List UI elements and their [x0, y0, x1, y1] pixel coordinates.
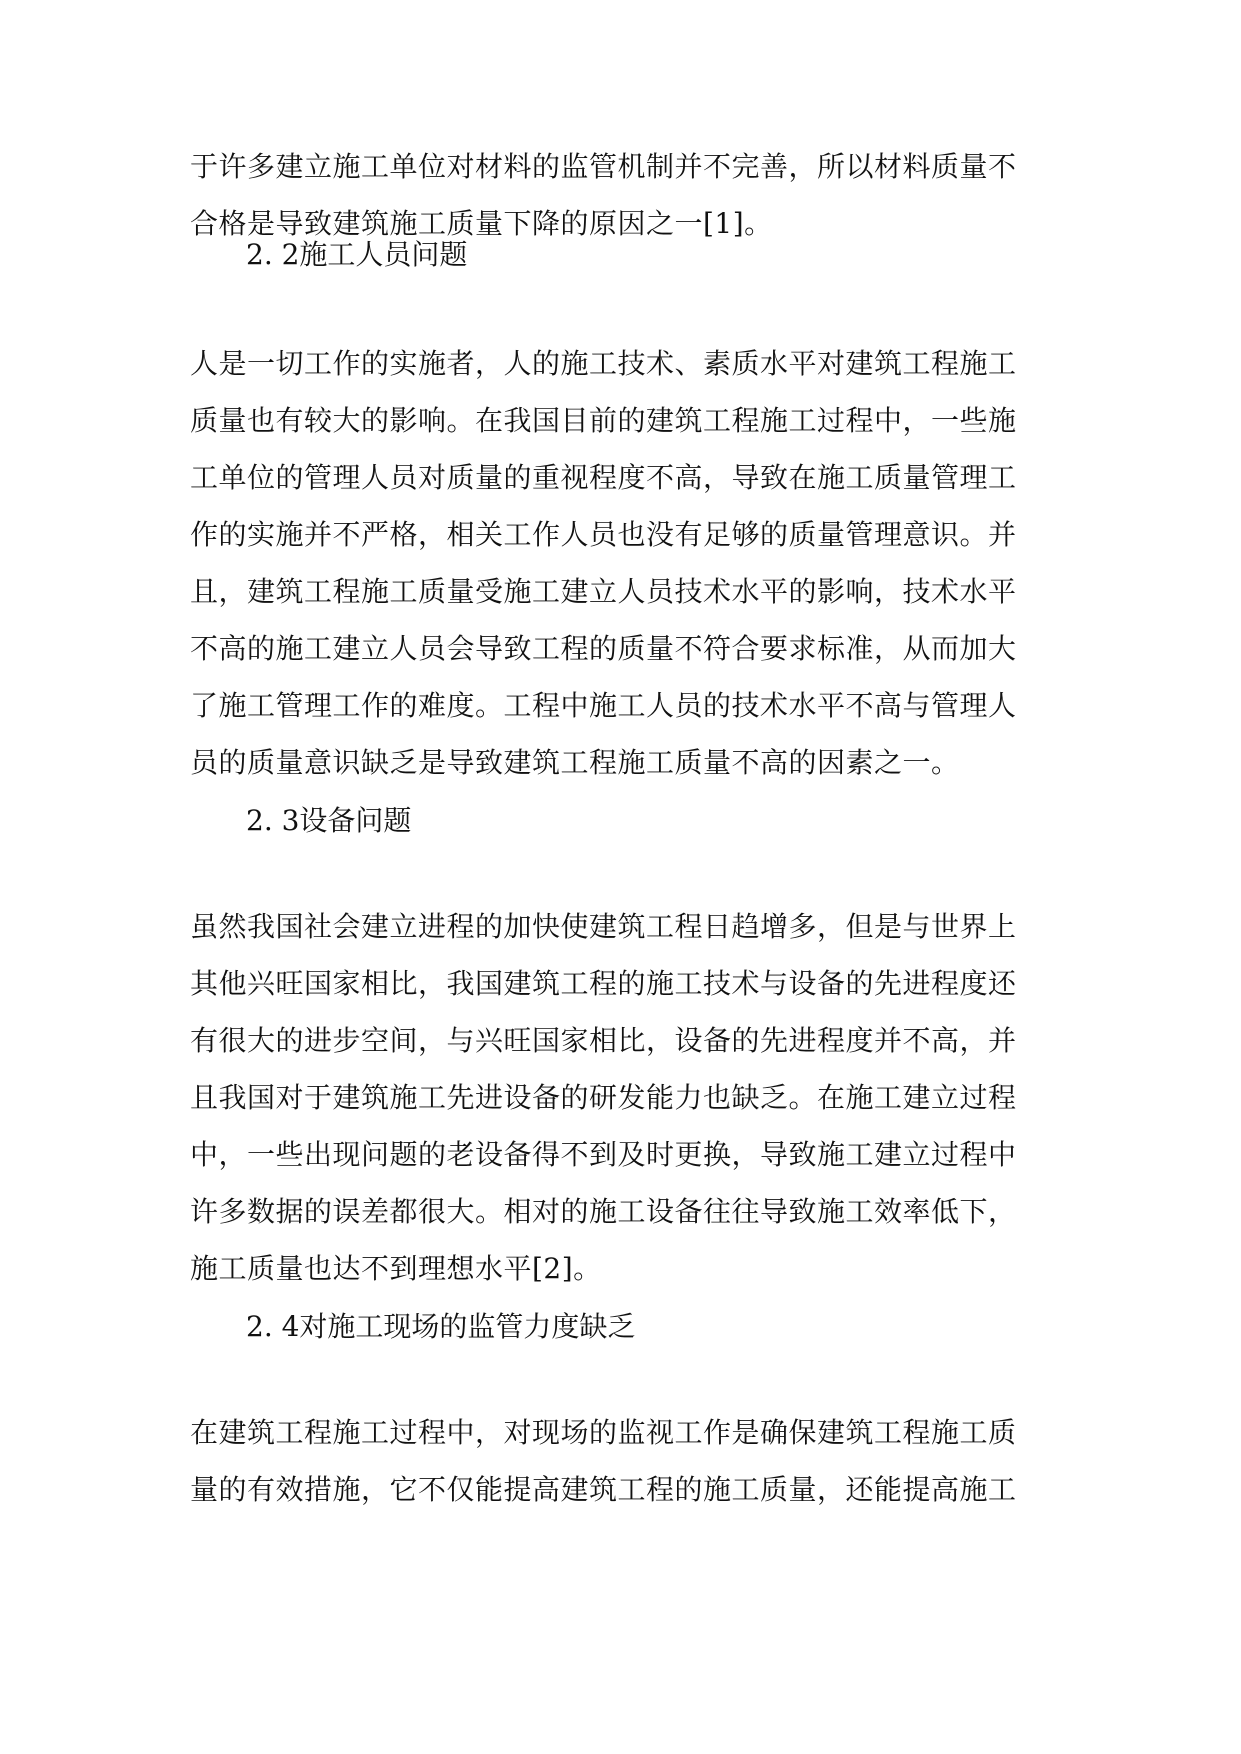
paragraph-line: 作的实施并不严格，相关工作人员也没有足够的质量管理意识。并 [190, 518, 1017, 551]
paragraph-line: 于许多建立施工单位对材料的监管机制并不完善，所以材料质量不 [190, 150, 1017, 183]
paragraph-personnel [190, 335, 1040, 791]
paragraph-line: 其他兴旺国家相比，我国建筑工程的施工技术与设备的先进程度还 [190, 967, 1017, 1000]
section-heading-2-2: 2. 2施工人员问题 [246, 238, 468, 271]
section-heading-2-3: 2. 3设备问题 [246, 804, 412, 837]
paragraph-line: 虽然我国社会建立进程的加快使建筑工程日趋增多，但是与世界上 [190, 910, 1017, 943]
paragraph-line: 许多数据的误差都很大。相对的施工设备往往导致施工效率低下， [190, 1195, 1017, 1228]
paragraph-line: 施工质量也达不到理想水平[2]。 [190, 1252, 602, 1285]
paragraph-line: 在建筑工程施工过程中，对现场的监视工作是确保建筑工程施工质 [190, 1416, 1017, 1449]
paragraph-equipment [190, 898, 1040, 1297]
paragraph-line: 人是一切工作的实施者，人的施工技术、素质水平对建筑工程施工 [190, 347, 1017, 380]
paragraph-line: 且，建筑工程施工质量受施工建立人员技术水平的影响，技术水平 [190, 575, 1017, 608]
paragraph-line: 有很大的进步空间，与兴旺国家相比，设备的先进程度并不高，并 [190, 1024, 1017, 1057]
paragraph-line: 中，一些出现问题的老设备得不到及时更换，导致施工建立过程中 [190, 1138, 1017, 1171]
paragraph-site-supervision [190, 1404, 1040, 1518]
paragraph-line: 员的质量意识缺乏是导致建筑工程施工质量不高的因素之一。 [190, 746, 960, 779]
paragraph-line: 量的有效措施，它不仅能提高建筑工程的施工质量，还能提高施工 [190, 1473, 1017, 1506]
section-heading-2-4: 2. 4对施工现场的监管力度缺乏 [246, 1310, 636, 1343]
paragraph-line: 质量也有较大的影响。在我国目前的建筑工程施工过程中，一些施 [190, 404, 1017, 437]
paragraph-line: 不高的施工建立人员会导致工程的质量不符合要求标准，从而加大 [190, 632, 1017, 665]
paragraph-line: 了施工管理工作的难度。工程中施工人员的技术水平不高与管理人 [190, 689, 1017, 722]
paragraph-line: 合格是导致建筑施工质量下降的原因之一[1]。 [190, 207, 773, 240]
paragraph-line: 且我国对于建筑施工先进设备的研发能力也缺乏。在施工建立过程 [190, 1081, 1017, 1114]
paragraph-line: 工单位的管理人员对质量的重视程度不高，导致在施工质量管理工 [190, 461, 1017, 494]
